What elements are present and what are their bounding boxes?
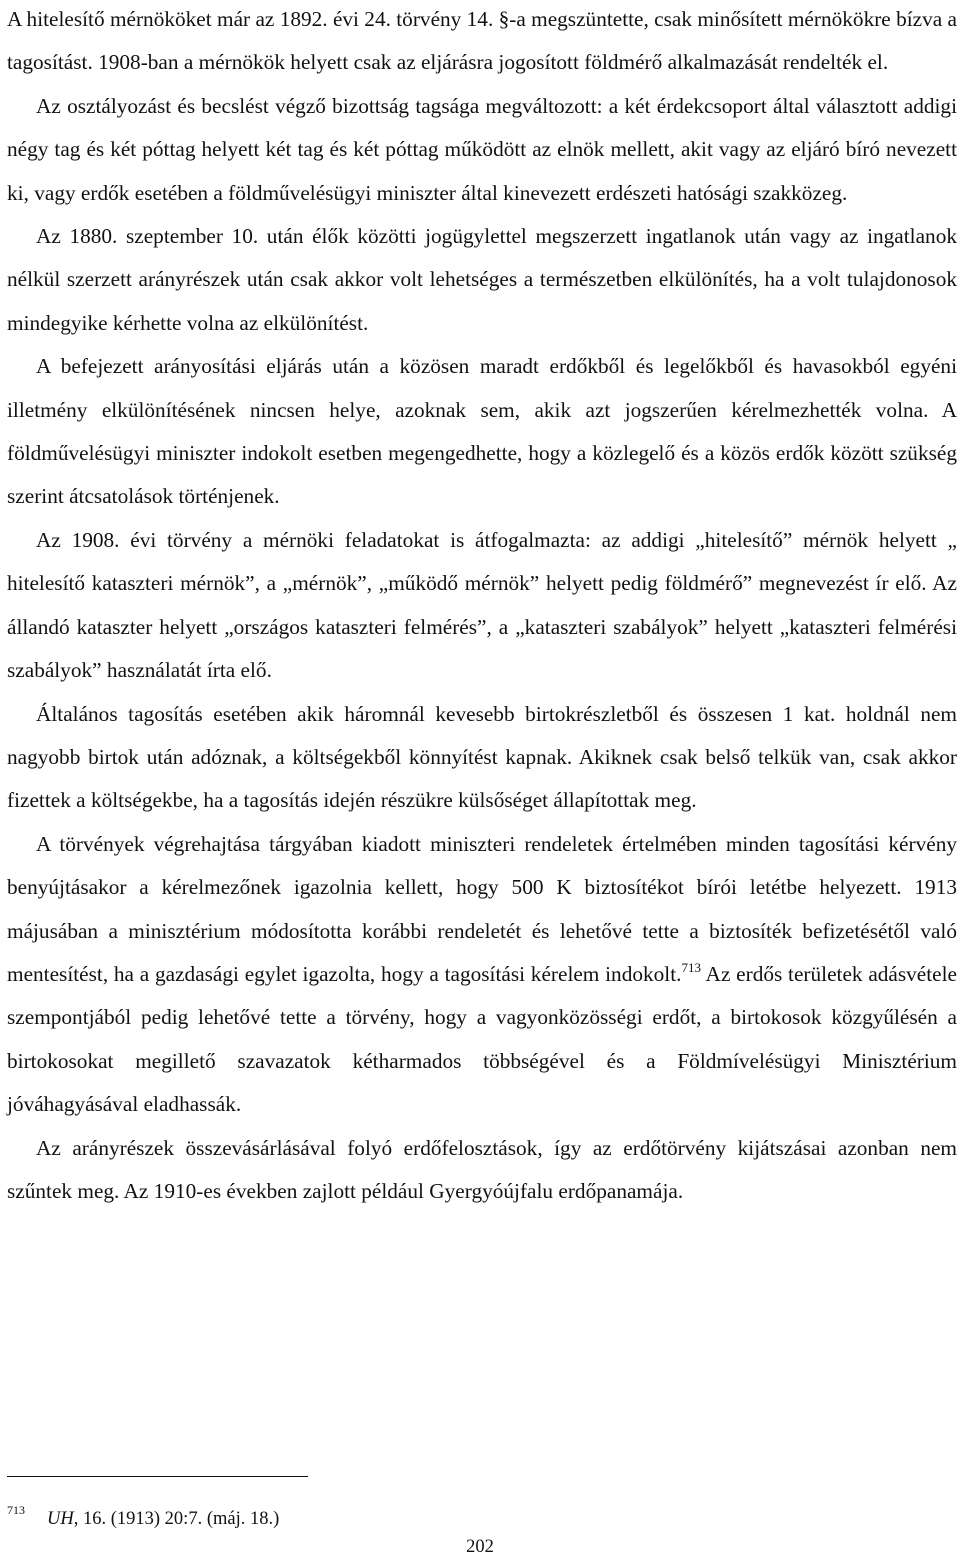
- paragraph: Az 1880. szeptember 10. után élők közötti jogügylettel megszerzett ingatlanok után vagy az ingatlanok nélkül szerzett arányrészek után csak akkor volt lehetséges a természetben elkülönítés, ha a volt tulajdonosok mindegyike kérhette volna az elkülönítést.: [7, 224, 957, 335]
- footnote-text: , 16. (1913) 20:7. (máj. 18.): [73, 1509, 280, 1529]
- paragraph: Az arányrészek összevásárlásával folyó erdőfelosztások, így az erdőtörvény kijátszásai azonban nem szűntek meg. Az 1910-es években zajlott például Gyergyóújfalu erdőpanamája.: [7, 1135, 957, 1203]
- footnote-reference[interactable]: 713: [681, 959, 701, 975]
- paragraph-continuation: Az erdős területek adásvétele szempontjából pedig lehetővé tette a törvény, hogy a vagyonközösségi erdőt, a birtokosok közgyűlésén a birtokosokat megillető szavazatok kétharmados többségével és a Földmívelésügyi Minisztérium jóváhagyásával eladhassák.: [7, 961, 957, 1117]
- paragraph: A hitelesítő mérnököket már az 1892. évi 24. törvény 14. §-a megszüntette, csak minősített mérnökökre bízva a tagosítást. 1908-ban a mérnökök helyett csak az eljárásra jogosított földmérő alkalmazását rendelték el.: [7, 7, 957, 75]
- paragraph-text: A törvények végrehajtása tárgyában kiadott miniszteri rendeletek értelmében minden tagosítási kérvény benyújtásakor a kérelmezőnek igazolnia kellett, hogy 500 K biztosítékot bírói letétbe helyezett. 1913 májusában a minisztérium módosította korábbi rendeletét és lehetővé tette a biztosíték befizetésétől való mentesítést, ha a gazdasági egylet igazolta, hogy a tagosítási kérelem indokolt.: [7, 831, 957, 986]
- footnote: [7, 1498, 279, 1531]
- footnote-number: 713: [7, 1503, 25, 1517]
- footnote-source: UH: [47, 1509, 74, 1529]
- paragraph: Általános tagosítás esetében akik háromnál kevesebb birtokrészletből és összesen 1 kat. holdnál nem nagyobb birtok után adóznak, a költségekből könnyítést kapnak. Akiknek csak belső telkük van, csak akkor fizettek a költségekbe, ha a tagosítás idején részükre külsőséget állapítottak meg.: [7, 701, 957, 813]
- paragraph-with-footnote: [7, 823, 957, 1127]
- paragraph: A befejezett arányosítási eljárás után a közösen maradt erdőkből és legelőkből és havasokból egyéni illetmény elkülönítésének nincsen helye, azoknak sem, akik azt jogszerűen kérelmezhették volna. A földművelésügyi miniszter indokolt esetben megengedhette, hogy a közlegelő és a közös erdők között szükség szerint átcsatolások történjenek.: [7, 354, 957, 509]
- document-body: [7, 0, 957, 1213]
- footnote-separator: [7, 1476, 308, 1477]
- paragraph: Az 1908. évi törvény a mérnöki feladatokat is átfogalmazta: az addigi „hitelesítő” mérnök helyett „ hitelesítő kataszteri mérnök”, a „mérnök”, „működő mérnök” helyett pedig földmérő” megnevezést ír elő. Az állandó kataszter helyett „országos kataszteri felmérés”, a „kataszteri szabályok” helyett „kataszteri felmérési szabályok” használatát írta elő.: [7, 527, 957, 683]
- paragraph: Az osztályozást és becslést végző bizottság tagsága megváltozott: a két érdekcsoport által választott addigi négy tag és két póttag helyett két tag és két póttag működött az elnök mellett, akit vagy az eljáró bíró nevezett ki, vagy erdők esetében a földművelésügyi miniszter által kinevezett erdészeti hatósági szakközeg.: [7, 93, 957, 205]
- page-number: 202: [466, 1537, 494, 1557]
